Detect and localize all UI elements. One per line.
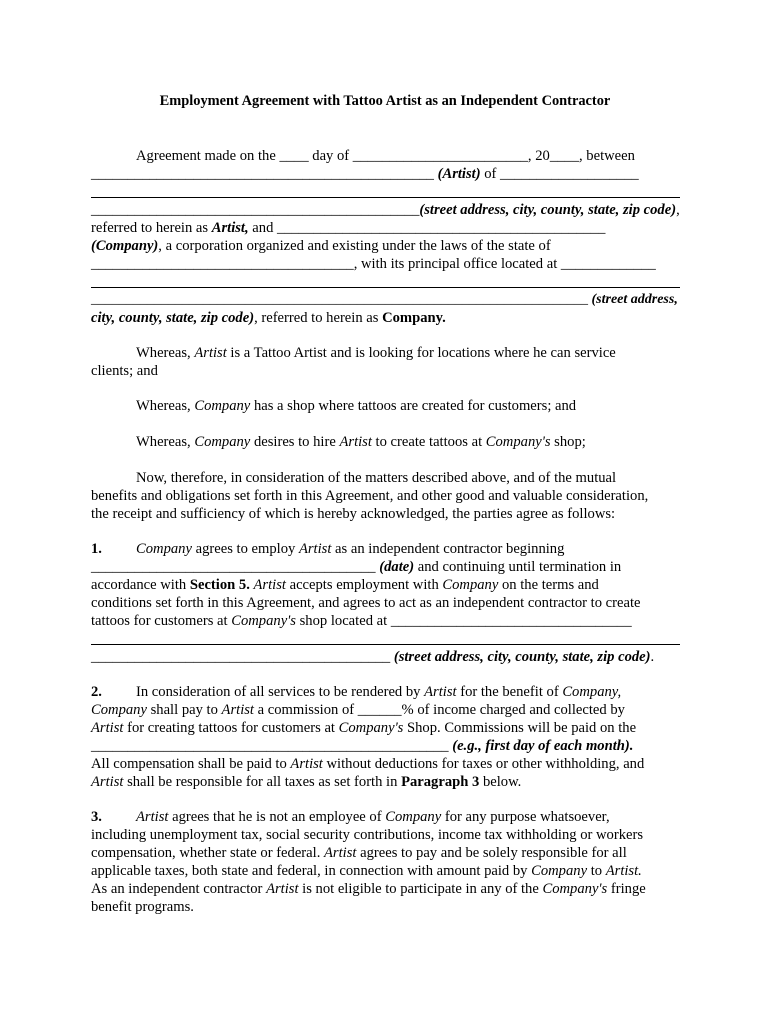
section-1-number: 1.	[91, 541, 102, 557]
section-3-line-3: compensation, whether state or federal. Artist agrees to pay and be solely responsible for all	[91, 845, 627, 861]
section-1-line-5: tattoos for customers at Company's shop located at _________________________________	[91, 613, 632, 629]
section-2-number: 2.	[91, 684, 102, 700]
section-2-line-1: In consideration of all services to be rendered by Artist for the benefit of Company,	[136, 684, 622, 700]
section-1-line-2: _______________________________________ (date) and continuing until termination in	[91, 559, 622, 575]
section-1-line-3: accordance with Section 5. Artist accepts employment with Company on the terms and	[91, 577, 599, 593]
section-2-line-4: _________________________________________________ (e.g., first day of each month).	[91, 738, 634, 754]
whereas-1-line-1: Whereas, Artist is a Tattoo Artist and is looking for locations where he can service	[136, 345, 616, 361]
blank-rule	[91, 287, 680, 288]
section-1-line-1: Company agrees to employ Artist as an independent contractor beginning	[136, 541, 565, 557]
section-2-line-5: All compensation shall be paid to Artist without deductions for taxes or other withholding, and	[91, 756, 645, 772]
company-label: (Company)	[91, 238, 159, 254]
whereas-2: Whereas, Company has a shop where tattoos are created for customers; and	[136, 398, 577, 414]
intro-line-7: _______________________________________________________________________ (street address,	[91, 292, 678, 307]
section-2-line-6: Artist shall be responsible for all taxes as set forth in Paragraph 3 below.	[91, 774, 522, 790]
document-title: Employment Agreement with Tattoo Artist as an Independent Contractor	[159, 93, 611, 109]
section-1-line-6: _________________________________________ (street address, city, county, state, zip code).	[91, 649, 655, 665]
section-1-line-4: conditions set forth in this Agreement, and agrees to act as an independent contractor to create	[91, 595, 641, 611]
section-2-line-2: Company shall pay to Artist a commission of ______% of income charged and collected by	[91, 702, 625, 718]
section-3-line-2: including unemployment tax, social security contributions, income tax withholding or workers	[91, 827, 644, 843]
artist-label: (Artist)	[437, 166, 481, 182]
section-3-line-5: As an independent contractor Artist is not eligible to participate in any of the Company's fringe	[91, 881, 646, 897]
intro-line-3: _____________________________________________(street address, city, county, state, zip code),	[91, 202, 680, 218]
blank-rule	[91, 644, 680, 645]
whereas-1-line-2: clients; and	[91, 363, 158, 379]
address-label: (street address, city, county, state, zip code)	[419, 202, 677, 218]
intro-line-1: Agreement made on the ____ day of ________________________, 20____, between	[136, 148, 635, 164]
intro-line-6: ____________________________________, with its principal office located at _____________	[91, 256, 656, 272]
intro-line-5: (Company), a corporation organized and existing under the laws of the state of	[91, 238, 551, 254]
intro-line-8: city, county, state, zip code), referred to herein as Company.	[91, 310, 446, 326]
now-therefore-line-1: Now, therefore, in consideration of the matters described above, and of the mutual	[136, 470, 617, 486]
intro-line-2: _______________________________________________ (Artist) of ___________________	[91, 166, 639, 182]
section-3-number: 3.	[91, 809, 102, 825]
section-2-line-3: Artist for creating tattoos for customers at Company's Shop. Commissions will be paid on the	[91, 720, 637, 736]
blank-rule	[91, 197, 680, 198]
section-3-line-1: Artist agrees that he is not an employee of Company for any purpose whatsoever,	[136, 809, 610, 825]
now-therefore-line-3: the receipt and sufficiency of which is hereby acknowledged, the parties agree as follows:	[91, 506, 616, 522]
section-3-line-6: benefit programs.	[91, 899, 194, 915]
section-3-line-4: applicable taxes, both state and federal, in connection with amount paid by Company to Artist.	[91, 863, 642, 879]
whereas-3: Whereas, Company desires to hire Artist to create tattoos at Company's shop;	[136, 434, 586, 450]
intro-line-4: referred to herein as Artist, and _____________________________________________	[91, 220, 606, 236]
now-therefore-line-2: benefits and obligations set forth in this Agreement, and other good and valuable consideration,	[91, 488, 649, 504]
